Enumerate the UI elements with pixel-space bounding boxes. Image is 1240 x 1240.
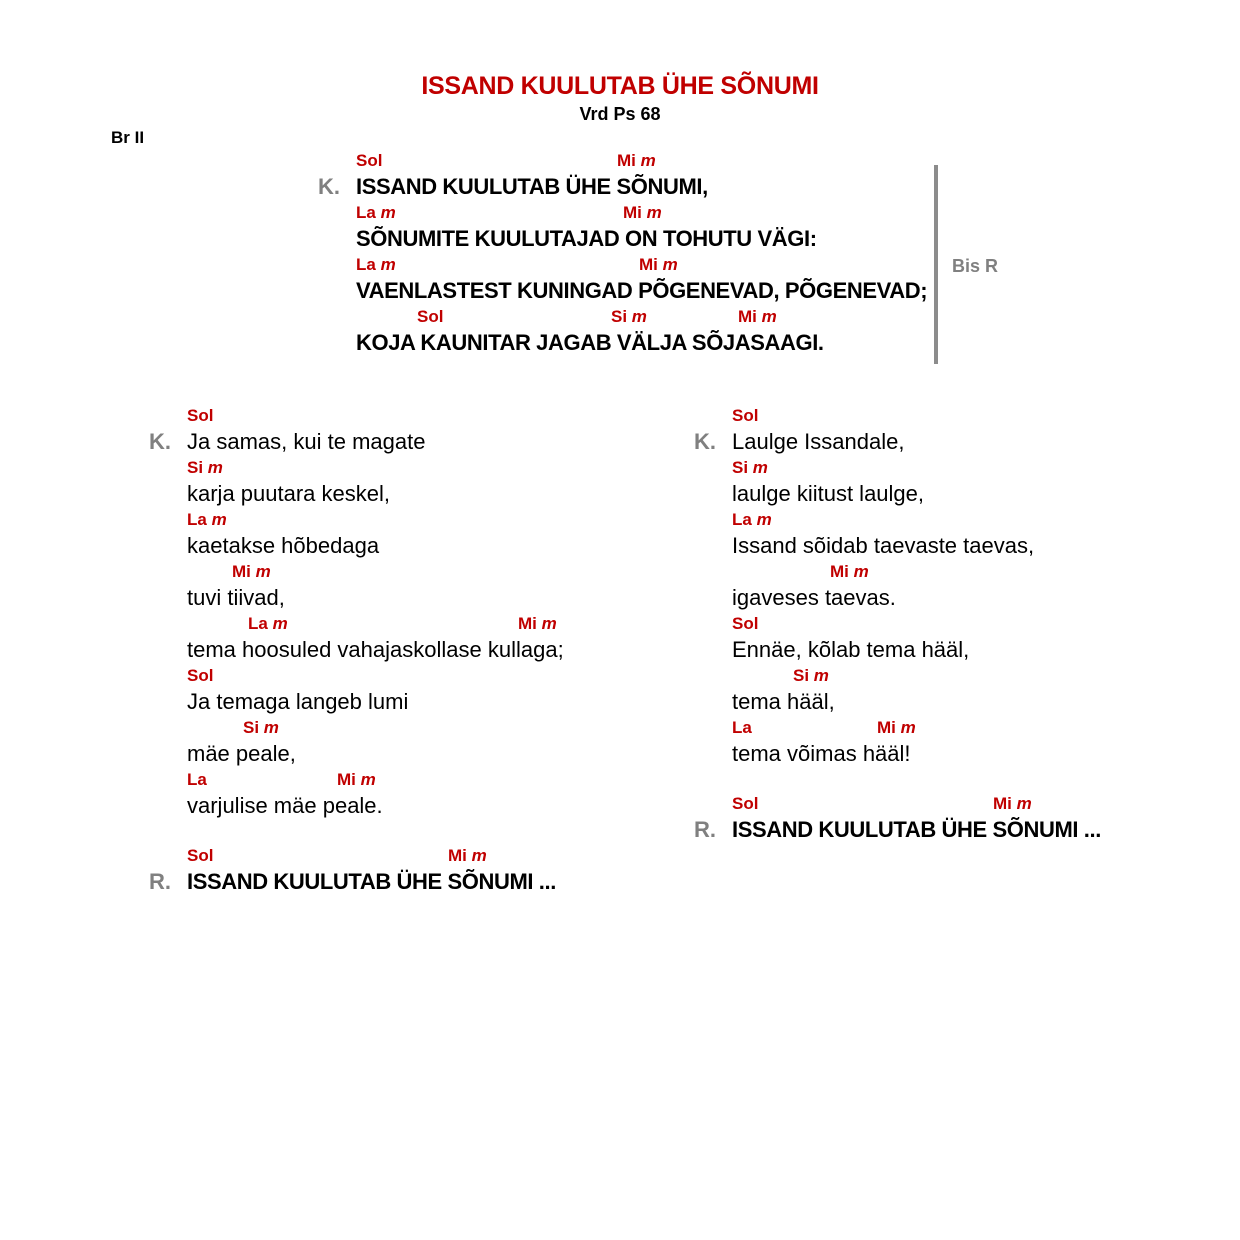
chord: Si m	[793, 666, 829, 685]
bis-bracket	[934, 165, 938, 364]
chord: La	[732, 718, 752, 737]
song-subtitle: Vrd Ps 68	[579, 104, 661, 124]
chord: Sol	[187, 846, 214, 865]
chord: Mi m	[639, 255, 678, 274]
chord: Mi m	[830, 562, 869, 581]
lyric-text: ISSAND KUULUTAB ÜHE SÕNUMI,	[356, 174, 708, 199]
chord: Mi m	[617, 151, 656, 170]
chord: Si m	[732, 458, 768, 477]
verse-marker: K.	[694, 429, 716, 454]
lyric-text: VAENLASTEST KUNINGAD PÕGENEVAD, PÕGENEVAD;	[356, 278, 928, 303]
chord: Sol	[187, 666, 214, 685]
lyric-text: tema võimas hääl!	[732, 741, 911, 766]
lyric-text: karja puutara keskel,	[187, 481, 390, 506]
lyric-text: varjulise mäe peale.	[187, 793, 383, 818]
lyric-text: tema hoosuled vahajaskollase kullaga;	[187, 637, 564, 662]
chord: La m	[248, 614, 288, 633]
chord: Mi m	[623, 203, 662, 222]
chord: La	[187, 770, 207, 789]
chord: Si m	[187, 458, 223, 477]
lyric-text: ISSAND KUULUTAB ÜHE SÕNUMI ...	[187, 869, 556, 894]
lyric-text: igaveses taevas.	[732, 585, 896, 610]
chord: Sol	[356, 151, 383, 170]
chord: Mi m	[337, 770, 376, 789]
chord: Sol	[187, 406, 214, 425]
lyric-text: Ennäe, kõlab tema hääl,	[732, 637, 970, 662]
chord: Sol	[417, 307, 444, 326]
lyric-text: Laulge Issandale,	[732, 429, 905, 454]
lyric-text: Ja temaga langeb lumi	[187, 689, 409, 714]
chord: La m	[187, 510, 227, 529]
chord: Mi m	[518, 614, 557, 633]
lyric-text: KOJA KAUNITAR JAGAB VÄLJA SÕJASAAGI.	[356, 330, 824, 355]
chord: Sol	[732, 794, 759, 813]
chord: Si m	[243, 718, 279, 737]
chord: Mi m	[232, 562, 271, 581]
chord: Mi m	[738, 307, 777, 326]
chord: Mi m	[448, 846, 487, 865]
chord: La m	[356, 203, 396, 222]
refrain-marker: R.	[149, 869, 171, 894]
verse-marker: K.	[149, 429, 171, 454]
chord: Mi m	[877, 718, 916, 737]
lyric-text: kaetakse hõbedaga	[187, 533, 380, 558]
chord: Sol	[732, 406, 759, 425]
lyric-text: tuvi tiivad,	[187, 585, 285, 610]
chord: Mi m	[993, 794, 1032, 813]
lyric-text: Ja samas, kui te magate	[187, 429, 426, 454]
lyric-text: Issand sõidab taevaste taevas,	[732, 533, 1035, 558]
lyric-text: tema hääl,	[732, 689, 835, 714]
song-category: Br II	[111, 128, 145, 147]
lyric-text: laulge kiitust laulge,	[732, 481, 925, 506]
lyric-text: SÕNUMITE KUULUTAJAD ON TOHUTU VÄGI:	[356, 226, 817, 251]
refrain-marker: K.	[318, 174, 340, 199]
bis-label: Bis R	[952, 256, 999, 276]
chord: La m	[732, 510, 772, 529]
lyric-text: ISSAND KUULUTAB ÜHE SÕNUMI ...	[732, 817, 1101, 842]
refrain-marker: R.	[694, 817, 716, 842]
chord: La m	[356, 255, 396, 274]
lyric-text: mäe peale,	[187, 741, 296, 766]
song-title: ISSAND KUULUTAB ÜHE SÕNUMI	[421, 72, 819, 100]
chord: Si m	[611, 307, 647, 326]
chord: Sol	[732, 614, 759, 633]
